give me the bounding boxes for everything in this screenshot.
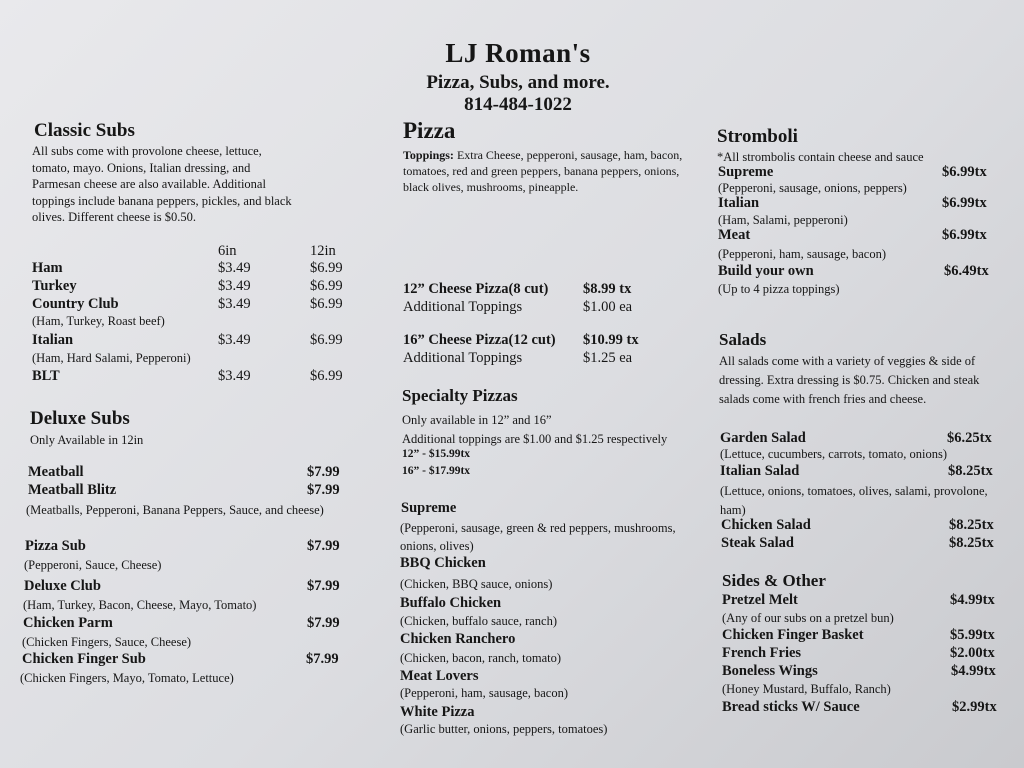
specialty-item-name: Supreme <box>401 500 457 516</box>
specialty-item-name: Chicken Ranchero <box>400 631 516 647</box>
classic-subs-heading: Classic Subs <box>34 120 135 141</box>
menu-item-price: $6.25tx <box>947 430 992 446</box>
menu-item-desc: (Chicken Fingers, Mayo, Tomato, Lettuce) <box>20 671 234 685</box>
menu-item-desc: (Any of our subs on a pretzel bun) <box>722 611 894 625</box>
salads-note: All salads come with a variety of veggies & side of dressing. Extra dressing is $0.75. Chicken and steak salads come with french fries and cheese. <box>719 354 980 406</box>
menu-item-price: $6.99tx <box>942 164 987 180</box>
menu-item-name: Italian <box>32 332 74 348</box>
menu-item-price: $7.99 <box>307 464 340 480</box>
additional-toppings-price: $1.00 ea <box>583 299 633 315</box>
specialty-pizzas-heading: Specialty Pizzas <box>402 386 518 405</box>
menu-item-desc: (Pepperoni, ham, sausage, bacon) <box>718 247 886 261</box>
price-6in: $3.49 <box>218 278 251 294</box>
menu-item-desc: (Lettuce, cucumbers, carrots, tomato, onions) <box>720 447 948 461</box>
menu-item-name: Chicken Finger Sub <box>22 651 146 667</box>
menu-item-desc: (Meatballs, Pepperoni, Banana Peppers, Sauce, and cheese) <box>26 503 324 517</box>
specialty-item-name: Buffalo Chicken <box>400 595 502 611</box>
specialty-item-desc: (Chicken, bacon, ranch, tomato) <box>400 651 562 665</box>
specialty-item-name: BBQ Chicken <box>400 555 486 571</box>
specialty-item-desc: (Garlic butter, onions, peppers, tomatoes) <box>400 722 608 736</box>
pizza-toppings-note <box>403 147 688 195</box>
menu-item-desc: (Ham, Turkey, Roast beef) <box>32 314 165 328</box>
pizza-heading: Pizza <box>403 118 456 143</box>
menu-item-name: Italian Salad <box>720 463 800 479</box>
menu-item-price: $8.25tx <box>949 517 994 533</box>
menu-item-desc: (Honey Mustard, Buffalo, Ranch) <box>722 682 891 696</box>
restaurant-name: LJ Roman's <box>445 38 591 68</box>
sides-heading: Sides & Other <box>722 571 826 590</box>
menu-item-name: Country Club <box>32 296 119 312</box>
menu-item-price: $7.99 <box>307 578 340 594</box>
specialty-item-name: White Pizza <box>400 704 475 720</box>
pizza-size-price: $8.99 tx <box>583 281 632 297</box>
menu-item-name: Ham <box>32 260 63 276</box>
specialty-item-desc: (Pepperoni, sausage, green & red peppers, mushrooms, onions, olives) <box>400 521 676 553</box>
menu-item-price: $6.49tx <box>944 263 989 279</box>
menu-item-name: Deluxe Club <box>24 578 101 594</box>
menu-item-name: Steak Salad <box>721 535 794 551</box>
restaurant-tagline: Pizza, Subs, and more. <box>426 72 610 93</box>
specialty-note-sizes: Only available in 12” and 16” <box>402 413 552 427</box>
menu-item-desc: (Ham, Turkey, Bacon, Cheese, Mayo, Tomato) <box>23 598 257 612</box>
price-12in: $6.99 <box>310 368 343 384</box>
additional-toppings-label: Additional Toppings <box>403 299 523 315</box>
menu-item-name: Chicken Salad <box>721 517 811 533</box>
salads-heading: Salads <box>719 330 767 349</box>
menu-item-name: Supreme <box>718 164 774 180</box>
menu-item-name: Meat <box>718 227 751 243</box>
menu-item-name: Build your own <box>718 263 814 279</box>
specialty-item-desc: (Chicken, BBQ sauce, onions) <box>400 577 553 591</box>
price-12in: $6.99 <box>310 332 343 348</box>
price-6in: $3.49 <box>218 332 251 348</box>
menu-item-name: Meatball <box>28 464 84 480</box>
menu-item-price: $5.99tx <box>950 627 995 643</box>
menu-item-price: $7.99 <box>307 482 340 498</box>
specialty-price-12: 12” - $15.99tx <box>402 448 471 460</box>
size-12in-header: 12in <box>310 243 336 259</box>
deluxe-subs-note: Only Available in 12in <box>30 433 144 447</box>
pizza-size-price: $10.99 tx <box>583 332 639 348</box>
price-6in: $3.49 <box>218 260 251 276</box>
menu-item-name: Meatball Blitz <box>28 482 117 498</box>
menu-item-desc: (Ham, Hard Salami, Pepperoni) <box>32 351 191 365</box>
price-6in: $3.49 <box>218 296 251 312</box>
menu-item-desc: (Up to 4 pizza toppings) <box>718 282 840 296</box>
menu-item-desc: (Pepperoni, Sauce, Cheese) <box>24 558 162 572</box>
specialty-item-desc: (Chicken, buffalo sauce, ranch) <box>400 614 557 628</box>
additional-toppings-label: Additional Toppings <box>403 350 523 366</box>
menu-item-name: French Fries <box>722 645 802 661</box>
menu-item-desc: (Ham, Salami, pepperoni) <box>718 213 848 227</box>
specialty-item-desc: (Pepperoni, ham, sausage, bacon) <box>400 686 568 700</box>
menu-item-price: $2.99tx <box>952 699 997 715</box>
menu-item-price: $4.99tx <box>951 663 996 679</box>
menu-item-price: $7.99 <box>307 538 340 554</box>
size-6in-header: 6in <box>218 243 237 259</box>
specialty-item-name: Meat Lovers <box>400 668 479 684</box>
stromboli-heading: Stromboli <box>717 126 798 147</box>
menu-item-name: Boneless Wings <box>722 663 818 679</box>
price-6in: $3.49 <box>218 368 251 384</box>
menu-item-name: Italian <box>718 195 760 211</box>
phone-number: 814-484-1022 <box>464 94 572 115</box>
pizza-size-name: 16” Cheese Pizza(12 cut) <box>403 332 556 348</box>
toppings-label: Toppings: <box>403 148 454 162</box>
menu-item-price: $8.25tx <box>949 535 994 551</box>
menu-item-desc: (Chicken Fingers, Sauce, Cheese) <box>22 635 192 649</box>
specialty-note-toppings: Additional toppings are $1.00 and $1.25 respectively <box>402 432 668 446</box>
menu-item-price: $4.99tx <box>950 592 995 608</box>
menu-item-name: Garden Salad <box>720 430 806 446</box>
menu-item-name: Chicken Finger Basket <box>722 627 864 643</box>
menu-item-price: $8.25tx <box>948 463 993 479</box>
additional-toppings-price: $1.25 ea <box>583 350 633 366</box>
pizza-size-name: 12” Cheese Pizza(8 cut) <box>403 281 549 297</box>
menu-item-desc: (Pepperoni, sausage, onions, peppers) <box>718 181 907 195</box>
menu-item-name: Pretzel Melt <box>722 592 798 608</box>
menu-item-name: Pizza Sub <box>25 538 86 554</box>
menu-item-price: $6.99tx <box>942 227 987 243</box>
menu-item-price: $7.99 <box>306 651 339 667</box>
price-12in: $6.99 <box>310 278 343 294</box>
price-12in: $6.99 <box>310 260 343 276</box>
menu-item-name: Bread sticks W/ Sauce <box>722 699 860 715</box>
deluxe-subs-heading: Deluxe Subs <box>30 408 130 429</box>
menu-item-price: $7.99 <box>307 615 340 631</box>
price-12in: $6.99 <box>310 296 343 312</box>
specialty-price-16: 16” - $17.99tx <box>402 465 471 477</box>
toppings-list: Extra Cheese, pepperoni, sausage, ham, bacon, tomatoes, red and green peppers, banana peppers, onions, black olives, mushrooms, pineapple. <box>403 148 683 194</box>
menu-item-name: Chicken Parm <box>23 615 113 631</box>
menu-item-name: BLT <box>32 368 60 384</box>
stromboli-note: *All strombolis contain cheese and sauce <box>717 150 924 164</box>
menu-item-price: $2.00tx <box>950 645 995 661</box>
menu-item-desc: (Lettuce, onions, tomatoes, olives, salami, provolone, ham) <box>720 484 988 517</box>
classic-subs-note: All subs come with provolone cheese, lettuce, tomato, mayo. Onions, Italian dressing, and Parmesan cheese are also available. Additional toppings include banana peppers, pickles, and black olives. Different cheese is $0.50. <box>32 144 292 224</box>
menu-item-price: $6.99tx <box>942 195 987 211</box>
menu-item-name: Turkey <box>32 278 77 294</box>
